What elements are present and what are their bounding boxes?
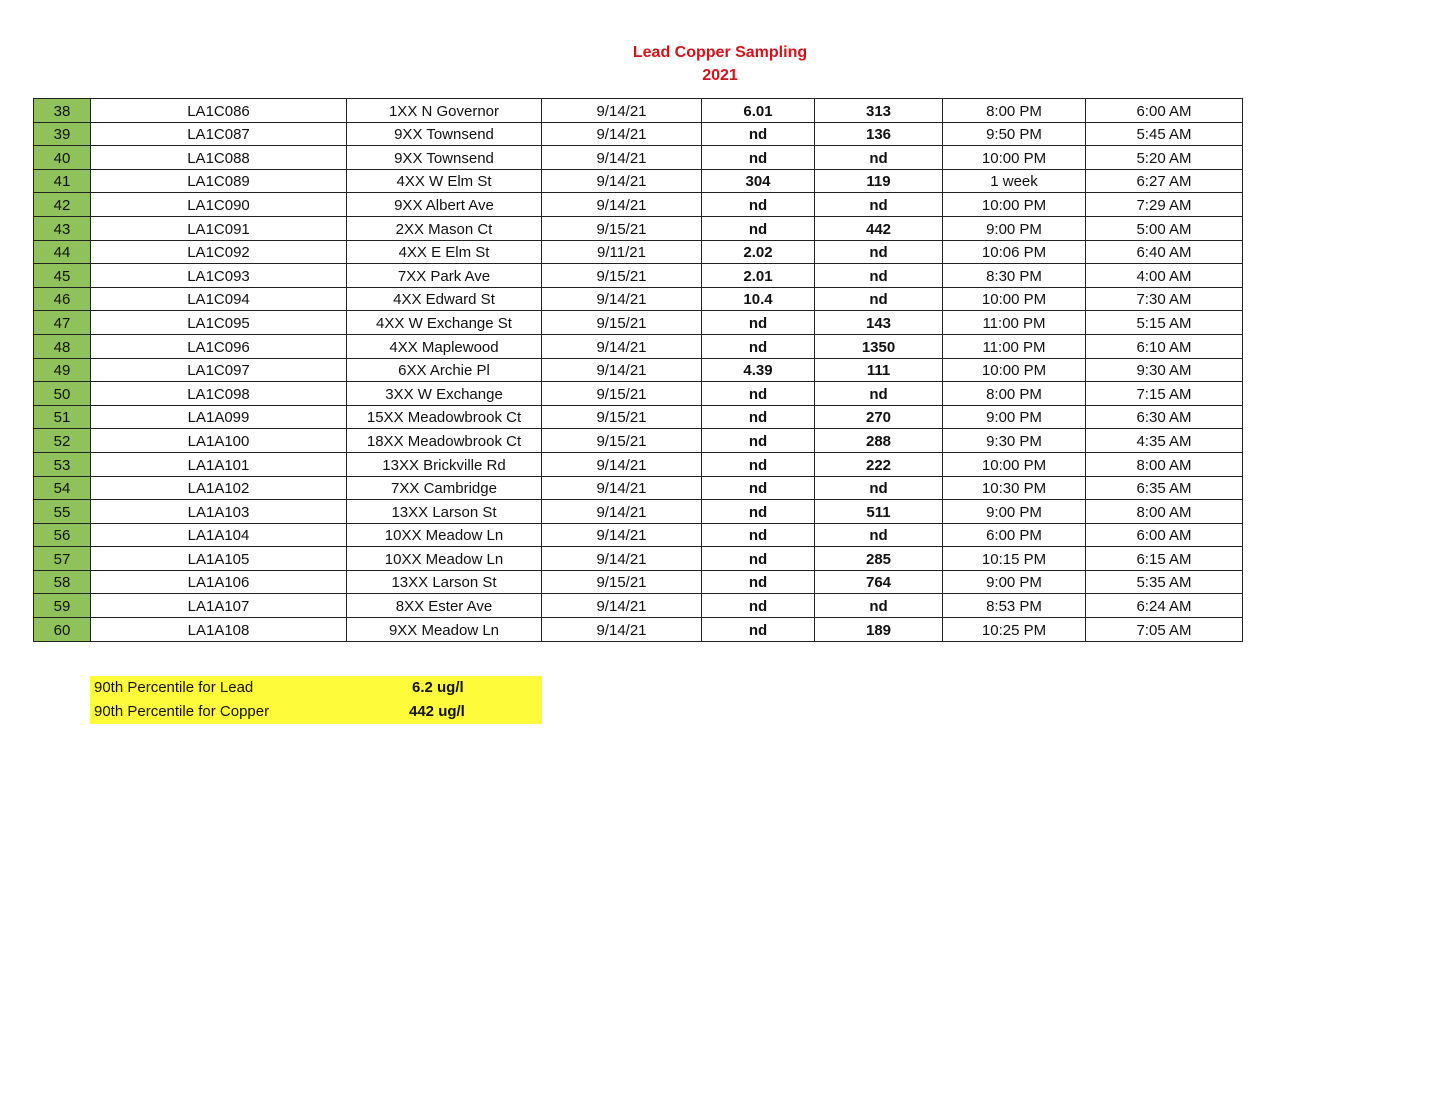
- sample-id-cell: LA1A099: [91, 405, 347, 429]
- lead-value-cell: 2.02: [702, 240, 815, 264]
- row-number-cell: 38: [34, 99, 91, 123]
- sample-date-cell: 9/14/21: [542, 122, 702, 146]
- percentile-label: 90th Percentile for Lead: [94, 679, 254, 696]
- sample-id-cell: LA1C096: [91, 334, 347, 358]
- sample-id-cell: LA1A101: [91, 452, 347, 476]
- lead-value-cell: nd: [702, 382, 815, 406]
- sample-date-cell: 9/14/21: [542, 523, 702, 547]
- sample-date-cell: 9/14/21: [542, 500, 702, 524]
- sample-time-cell: 6:15 AM: [1086, 547, 1243, 571]
- sample-id-cell: LA1A102: [91, 476, 347, 500]
- stagnation-start-cell: 10:06 PM: [943, 240, 1086, 264]
- row-number-cell: 46: [34, 287, 91, 311]
- sample-time-cell: 6:00 AM: [1086, 523, 1243, 547]
- table-row: [34, 523, 1243, 547]
- sample-date-cell: 9/14/21: [542, 618, 702, 642]
- lead-value-cell: nd: [702, 429, 815, 453]
- copper-value-cell: 442: [815, 216, 943, 240]
- sample-date-cell: 9/14/21: [542, 169, 702, 193]
- sample-time-cell: 5:00 AM: [1086, 216, 1243, 240]
- address-cell: 6XX Archie Pl: [347, 358, 542, 382]
- stagnation-start-cell: 9:00 PM: [943, 570, 1086, 594]
- copper-value-cell: 119: [815, 169, 943, 193]
- lead-value-cell: 2.01: [702, 264, 815, 288]
- table-row: [34, 146, 1243, 170]
- row-number-cell: 44: [34, 240, 91, 264]
- stagnation-start-cell: 9:00 PM: [943, 405, 1086, 429]
- sample-date-cell: 9/14/21: [542, 146, 702, 170]
- sample-id-cell: LA1C091: [91, 216, 347, 240]
- lead-value-cell: nd: [702, 334, 815, 358]
- address-cell: 1XX N Governor: [347, 99, 542, 123]
- sample-id-cell: LA1C092: [91, 240, 347, 264]
- lead-value-cell: nd: [702, 216, 815, 240]
- address-cell: 13XX Larson St: [347, 500, 542, 524]
- table-row: [34, 405, 1243, 429]
- sample-date-cell: 9/15/21: [542, 311, 702, 335]
- sample-time-cell: 5:15 AM: [1086, 311, 1243, 335]
- sample-date-cell: 9/14/21: [542, 334, 702, 358]
- row-number-cell: 51: [34, 405, 91, 429]
- sample-date-cell: 9/15/21: [542, 216, 702, 240]
- copper-value-cell: 511: [815, 500, 943, 524]
- table-row: [34, 547, 1243, 571]
- copper-value-cell: 222: [815, 452, 943, 476]
- stagnation-start-cell: 10:00 PM: [943, 146, 1086, 170]
- copper-value-cell: 764: [815, 570, 943, 594]
- copper-value-cell: nd: [815, 594, 943, 618]
- row-number-cell: 41: [34, 169, 91, 193]
- table-row: [34, 618, 1243, 642]
- address-cell: 10XX Meadow Ln: [347, 547, 542, 571]
- lead-value-cell: 6.01: [702, 99, 815, 123]
- address-cell: 9XX Meadow Ln: [347, 618, 542, 642]
- row-number-cell: 58: [34, 570, 91, 594]
- stagnation-start-cell: 9:00 PM: [943, 216, 1086, 240]
- table-row: [34, 358, 1243, 382]
- lead-value-cell: nd: [702, 500, 815, 524]
- sample-time-cell: 5:35 AM: [1086, 570, 1243, 594]
- sample-id-cell: LA1A105: [91, 547, 347, 571]
- row-number-cell: 60: [34, 618, 91, 642]
- stagnation-start-cell: 10:25 PM: [943, 618, 1086, 642]
- sample-time-cell: 6:35 AM: [1086, 476, 1243, 500]
- lead-value-cell: nd: [702, 146, 815, 170]
- table-row: [34, 594, 1243, 618]
- sample-date-cell: 9/14/21: [542, 193, 702, 217]
- table-row: [34, 264, 1243, 288]
- percentile-row-lead: [90, 676, 542, 700]
- stagnation-start-cell: 10:00 PM: [943, 358, 1086, 382]
- sample-id-cell: LA1A100: [91, 429, 347, 453]
- sample-id-cell: LA1A104: [91, 523, 347, 547]
- sample-time-cell: 6:30 AM: [1086, 405, 1243, 429]
- percentile-value: 442 ug/l: [409, 703, 465, 720]
- stagnation-start-cell: 9:00 PM: [943, 500, 1086, 524]
- address-cell: 10XX Meadow Ln: [347, 523, 542, 547]
- copper-value-cell: nd: [815, 193, 943, 217]
- stagnation-start-cell: 8:30 PM: [943, 264, 1086, 288]
- stagnation-start-cell: 11:00 PM: [943, 334, 1086, 358]
- sample-id-cell: LA1C095: [91, 311, 347, 335]
- copper-value-cell: nd: [815, 146, 943, 170]
- lead-value-cell: nd: [702, 594, 815, 618]
- sample-date-cell: 9/14/21: [542, 476, 702, 500]
- sample-date-cell: 9/15/21: [542, 570, 702, 594]
- sample-time-cell: 6:27 AM: [1086, 169, 1243, 193]
- lead-value-cell: 10.4: [702, 287, 815, 311]
- stagnation-start-cell: 10:30 PM: [943, 476, 1086, 500]
- sample-time-cell: 5:45 AM: [1086, 122, 1243, 146]
- percentile-value: 6.2 ug/l: [412, 679, 464, 696]
- stagnation-start-cell: 8:53 PM: [943, 594, 1086, 618]
- copper-value-cell: 111: [815, 358, 943, 382]
- table-row: [34, 570, 1243, 594]
- stagnation-start-cell: 10:00 PM: [943, 193, 1086, 217]
- sample-date-cell: 9/14/21: [542, 287, 702, 311]
- table-row: [34, 452, 1243, 476]
- row-number-cell: 57: [34, 547, 91, 571]
- sample-time-cell: 7:15 AM: [1086, 382, 1243, 406]
- lead-value-cell: nd: [702, 405, 815, 429]
- table-row: [34, 99, 1243, 123]
- sample-date-cell: 9/15/21: [542, 405, 702, 429]
- copper-value-cell: nd: [815, 240, 943, 264]
- address-cell: 4XX W Elm St: [347, 169, 542, 193]
- address-cell: 18XX Meadowbrook Ct: [347, 429, 542, 453]
- row-number-cell: 47: [34, 311, 91, 335]
- sample-date-cell: 9/15/21: [542, 429, 702, 453]
- sample-time-cell: 4:35 AM: [1086, 429, 1243, 453]
- address-cell: 4XX E Elm St: [347, 240, 542, 264]
- table-row: [34, 216, 1243, 240]
- sample-id-cell: LA1C088: [91, 146, 347, 170]
- lead-value-cell: nd: [702, 618, 815, 642]
- sample-date-cell: 9/14/21: [542, 99, 702, 123]
- table-row: [34, 334, 1243, 358]
- row-number-cell: 56: [34, 523, 91, 547]
- copper-value-cell: 189: [815, 618, 943, 642]
- sample-time-cell: 7:05 AM: [1086, 618, 1243, 642]
- address-cell: 2XX Mason Ct: [347, 216, 542, 240]
- address-cell: 9XX Townsend: [347, 146, 542, 170]
- row-number-cell: 48: [34, 334, 91, 358]
- percentile-row-copper: [90, 700, 542, 724]
- sample-id-cell: LA1C098: [91, 382, 347, 406]
- sample-time-cell: 4:00 AM: [1086, 264, 1243, 288]
- sample-date-cell: 9/14/21: [542, 594, 702, 618]
- copper-value-cell: 1350: [815, 334, 943, 358]
- copper-value-cell: 285: [815, 547, 943, 571]
- address-cell: 9XX Albert Ave: [347, 193, 542, 217]
- sample-id-cell: LA1C097: [91, 358, 347, 382]
- row-number-cell: 42: [34, 193, 91, 217]
- copper-value-cell: nd: [815, 523, 943, 547]
- lead-value-cell: nd: [702, 570, 815, 594]
- stagnation-start-cell: 8:00 PM: [943, 99, 1086, 123]
- address-cell: 13XX Larson St: [347, 570, 542, 594]
- lead-value-cell: 4.39: [702, 358, 815, 382]
- sample-id-cell: LA1A106: [91, 570, 347, 594]
- stagnation-start-cell: 8:00 PM: [943, 382, 1086, 406]
- sample-time-cell: 6:00 AM: [1086, 99, 1243, 123]
- row-number-cell: 59: [34, 594, 91, 618]
- row-number-cell: 39: [34, 122, 91, 146]
- stagnation-start-cell: 1 week: [943, 169, 1086, 193]
- sample-id-cell: LA1C090: [91, 193, 347, 217]
- row-number-cell: 49: [34, 358, 91, 382]
- table-row: [34, 476, 1243, 500]
- table-row: [34, 240, 1243, 264]
- page-title: Lead Copper Sampling: [632, 44, 808, 61]
- sample-time-cell: 6:40 AM: [1086, 240, 1243, 264]
- sample-date-cell: 9/15/21: [542, 264, 702, 288]
- sample-id-cell: LA1A108: [91, 618, 347, 642]
- address-cell: 4XX W Exchange St: [347, 311, 542, 335]
- percentile-label: 90th Percentile for Copper: [94, 703, 270, 720]
- address-cell: 4XX Edward St: [347, 287, 542, 311]
- row-number-cell: 52: [34, 429, 91, 453]
- lead-value-cell: nd: [702, 547, 815, 571]
- sample-time-cell: 9:30 AM: [1086, 358, 1243, 382]
- lead-value-cell: 304: [702, 169, 815, 193]
- row-number-cell: 40: [34, 146, 91, 170]
- table-row: [34, 193, 1243, 217]
- address-cell: 9XX Townsend: [347, 122, 542, 146]
- sample-time-cell: 8:00 AM: [1086, 452, 1243, 476]
- lead-value-cell: nd: [702, 311, 815, 335]
- lead-value-cell: nd: [702, 122, 815, 146]
- sample-id-cell: LA1C089: [91, 169, 347, 193]
- sample-time-cell: 8:00 AM: [1086, 500, 1243, 524]
- sample-id-cell: LA1A103: [91, 500, 347, 524]
- table-row: [34, 169, 1243, 193]
- sample-date-cell: 9/15/21: [542, 382, 702, 406]
- lead-value-cell: nd: [702, 476, 815, 500]
- copper-value-cell: 136: [815, 122, 943, 146]
- row-number-cell: 50: [34, 382, 91, 406]
- table-row: [34, 122, 1243, 146]
- sample-time-cell: 5:20 AM: [1086, 146, 1243, 170]
- lead-value-cell: nd: [702, 452, 815, 476]
- stagnation-start-cell: 9:50 PM: [943, 122, 1086, 146]
- copper-value-cell: 143: [815, 311, 943, 335]
- stagnation-start-cell: 10:00 PM: [943, 452, 1086, 476]
- sample-time-cell: 7:30 AM: [1086, 287, 1243, 311]
- lead-value-cell: nd: [702, 193, 815, 217]
- copper-value-cell: 313: [815, 99, 943, 123]
- address-cell: 7XX Cambridge: [347, 476, 542, 500]
- sample-date-cell: 9/14/21: [542, 547, 702, 571]
- stagnation-start-cell: 11:00 PM: [943, 311, 1086, 335]
- stagnation-start-cell: 10:00 PM: [943, 287, 1086, 311]
- address-cell: 4XX Maplewood: [347, 334, 542, 358]
- address-cell: 13XX Brickville Rd: [347, 452, 542, 476]
- stagnation-start-cell: 10:15 PM: [943, 547, 1086, 571]
- address-cell: 15XX Meadowbrook Ct: [347, 405, 542, 429]
- copper-value-cell: nd: [815, 287, 943, 311]
- sample-time-cell: 7:29 AM: [1086, 193, 1243, 217]
- percentile-summary: [90, 676, 542, 724]
- sample-id-cell: LA1C087: [91, 122, 347, 146]
- table-row: [34, 500, 1243, 524]
- copper-value-cell: nd: [815, 382, 943, 406]
- stagnation-start-cell: 6:00 PM: [943, 523, 1086, 547]
- address-cell: 7XX Park Ave: [347, 264, 542, 288]
- sample-date-cell: 9/14/21: [542, 452, 702, 476]
- sampling-table-body: [34, 99, 1243, 642]
- table-row: [34, 429, 1243, 453]
- row-number-cell: 43: [34, 216, 91, 240]
- row-number-cell: 45: [34, 264, 91, 288]
- sample-date-cell: 9/11/21: [542, 240, 702, 264]
- row-number-cell: 55: [34, 500, 91, 524]
- sample-id-cell: LA1C094: [91, 287, 347, 311]
- address-cell: 3XX W Exchange: [347, 382, 542, 406]
- sampling-table: [33, 98, 1243, 642]
- copper-value-cell: 270: [815, 405, 943, 429]
- copper-value-cell: 288: [815, 429, 943, 453]
- sample-id-cell: LA1C093: [91, 264, 347, 288]
- table-row: [34, 382, 1243, 406]
- address-cell: 8XX Ester Ave: [347, 594, 542, 618]
- row-number-cell: 53: [34, 452, 91, 476]
- sample-time-cell: 6:10 AM: [1086, 334, 1243, 358]
- table-row: [34, 287, 1243, 311]
- sample-time-cell: 6:24 AM: [1086, 594, 1243, 618]
- sample-date-cell: 9/14/21: [542, 358, 702, 382]
- row-number-cell: 54: [34, 476, 91, 500]
- copper-value-cell: nd: [815, 264, 943, 288]
- copper-value-cell: nd: [815, 476, 943, 500]
- table-row: [34, 311, 1243, 335]
- lead-value-cell: nd: [702, 523, 815, 547]
- stagnation-start-cell: 9:30 PM: [943, 429, 1086, 453]
- page-year: 2021: [702, 67, 738, 84]
- sample-id-cell: LA1C086: [91, 99, 347, 123]
- sample-id-cell: LA1A107: [91, 594, 347, 618]
